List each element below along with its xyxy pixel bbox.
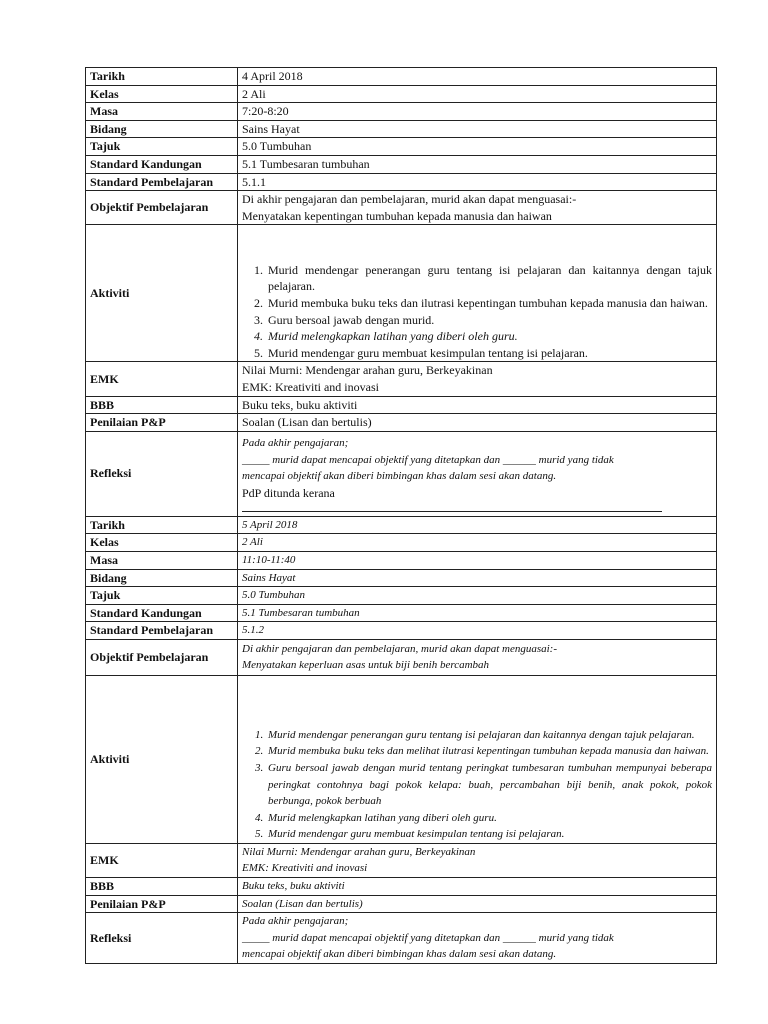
standard-pembelajaran-label: Standard Pembelajaran <box>86 173 238 191</box>
emk-value <box>238 362 717 396</box>
emk-label: EMK <box>86 362 238 396</box>
kelas-label: Kelas <box>86 85 238 103</box>
objektif-line: Menyatakan keperluan asas untuk biji benih bercambah <box>242 659 490 672</box>
table-row <box>86 551 717 569</box>
list-item: 1. Murid mendengar penerangan guru tentang isi pelajaran dan kaitannya dengan tajuk pelajaran. <box>266 727 712 744</box>
refleksi-line: Pada akhir pengajaran; <box>242 437 349 450</box>
aktiviti-value <box>238 675 717 843</box>
aktiviti-list <box>242 262 712 362</box>
objektif-value <box>238 191 717 225</box>
table-row <box>86 120 717 138</box>
table-row <box>86 103 717 121</box>
standard-kandungan-label: Standard Kandungan <box>86 604 238 622</box>
standard-pembelajaran-value: 5.1.2 <box>238 622 717 640</box>
objektif-label: Objektif Pembelajaran <box>86 639 238 675</box>
bidang-value: Sains Hayat <box>238 120 717 138</box>
standard-pembelajaran-label: Standard Pembelajaran <box>86 622 238 640</box>
refleksi-line: Pada akhir pengajaran; <box>242 915 349 928</box>
list-item: 3. Guru bersoal jawab dengan murid. <box>266 312 712 329</box>
bbb-value: Buku teks, buku aktiviti <box>238 878 717 896</box>
table-row <box>86 173 717 191</box>
table-row <box>86 191 717 225</box>
standard-kandungan-value: 5.1 Tumbesaran tumbuhan <box>238 604 717 622</box>
list-item: 4. Murid melengkapkan latihan yang diberi oleh guru. <box>266 810 712 827</box>
objektif-label: Objektif Pembelajaran <box>86 191 238 225</box>
aktiviti-value <box>238 225 717 362</box>
tarikh-value: 5 April 2018 <box>238 516 717 534</box>
blank-line <box>242 501 662 512</box>
emk-line: EMK: Kreativiti and inovasi <box>242 379 379 394</box>
bidang-label: Bidang <box>86 569 238 587</box>
table-row <box>86 587 717 605</box>
list-item: 5. Murid mendengar guru membuat kesimpulan tentang isi pelajaran. <box>266 345 712 362</box>
tarikh-label: Tarikh <box>86 516 238 534</box>
masa-label: Masa <box>86 103 238 121</box>
objektif-value <box>238 639 717 675</box>
refleksi-line: _____ murid dapat mencapai objektif yang ditetapkan dan ______ murid yang tidak <box>242 453 614 466</box>
refleksi-value <box>238 913 717 964</box>
refleksi-value <box>238 431 717 516</box>
table-row <box>86 639 717 675</box>
table-row <box>86 396 717 414</box>
table-row <box>86 604 717 622</box>
list-item: 4. Murid melengkapkan latihan yang diberi oleh guru. <box>266 328 712 345</box>
list-item: 3. Guru bersoal jawab dengan murid tentang peringkat tumbesaran tumbuhan mempunyai beberapa peringkat contohnya bagi pokok kelapa: buah, percambahan biji benih, anak pokok, pokok berbunga, pokok berbuah <box>266 760 712 810</box>
table-row <box>86 913 717 964</box>
bidang-label: Bidang <box>86 120 238 138</box>
tajuk-value: 5.0 Tumbuhan <box>238 138 717 156</box>
objektif-line: Di akhir pengajaran dan pembelajaran, murid akan dapat menguasai:- <box>242 642 557 655</box>
standard-kandungan-label: Standard Kandungan <box>86 155 238 173</box>
bidang-value: Sains Hayat <box>238 569 717 587</box>
table-row <box>86 68 717 86</box>
table-row <box>86 414 717 432</box>
tarikh-value: 4 April 2018 <box>238 68 717 86</box>
emk-value <box>238 843 717 877</box>
table-row <box>86 362 717 396</box>
refleksi-line: _____ murid dapat mencapai objektif yang ditetapkan dan ______ murid yang tidak <box>242 931 614 944</box>
table-row <box>86 516 717 534</box>
table-row <box>86 225 717 362</box>
tajuk-label: Tajuk <box>86 587 238 605</box>
table-row <box>86 878 717 896</box>
table-row <box>86 138 717 156</box>
table-row <box>86 675 717 843</box>
standard-pembelajaran-value: 5.1.1 <box>238 173 717 191</box>
masa-value: 7:20-8:20 <box>238 103 717 121</box>
kelas-value: 2 Ali <box>238 85 717 103</box>
penilaian-value: Soalan (Lisan dan bertulis) <box>238 895 717 913</box>
penilaian-label: Penilaian P&P <box>86 414 238 432</box>
lesson-plan-day-2 <box>86 516 717 963</box>
emk-line: EMK: Kreativiti and inovasi <box>242 862 368 875</box>
refleksi-label: Refleksi <box>86 431 238 516</box>
aktiviti-list <box>242 727 712 843</box>
table-row <box>86 843 717 877</box>
objektif-line: Di akhir pengajaran dan pembelajaran, murid akan dapat menguasai:- <box>242 192 577 207</box>
kelas-label: Kelas <box>86 534 238 552</box>
lesson-plan-day-1 <box>86 68 717 517</box>
tajuk-value: 5.0 Tumbuhan <box>238 587 717 605</box>
kelas-value: 2 Ali <box>238 534 717 552</box>
list-item: 2. Murid membuka buku teks dan ilutrasi kepentingan tumbuhan kepada manusia dan haiwan. <box>266 295 712 312</box>
table-row <box>86 569 717 587</box>
table-row <box>86 85 717 103</box>
masa-label: Masa <box>86 551 238 569</box>
standard-kandungan-value: 5.1 Tumbesaran tumbuhan <box>238 155 717 173</box>
masa-value: 11:10-11:40 <box>238 551 717 569</box>
aktiviti-label: Aktiviti <box>86 675 238 843</box>
bbb-label: BBB <box>86 878 238 896</box>
emk-line: Nilai Murni: Mendengar arahan guru, Berkeyakinan <box>242 363 493 378</box>
refleksi-label: Refleksi <box>86 913 238 964</box>
bbb-value: Buku teks, buku aktiviti <box>238 396 717 414</box>
list-item: 5. Murid mendengar guru membuat kesimpulan tentang isi pelajaran. <box>266 826 712 843</box>
list-item: 2. Murid membuka buku teks dan melihat ilutrasi kepentingan tumbuhan kepada manusia dan haiwan. <box>266 743 712 760</box>
emk-line: Nilai Murni: Mendengar arahan guru, Berkeyakinan <box>242 845 476 858</box>
aktiviti-label: Aktiviti <box>86 225 238 362</box>
list-item: 1. Murid mendengar penerangan guru tentang isi pelajaran dan kaitannya dengan tajuk pelajaran. <box>266 262 712 295</box>
tajuk-label: Tajuk <box>86 138 238 156</box>
refleksi-line: PdP ditunda kerana <box>242 485 335 500</box>
refleksi-line: mencapai objektif akan diberi bimbingan khas dalam sesi akan datang. <box>242 948 557 961</box>
table-row <box>86 534 717 552</box>
bbb-label: BBB <box>86 396 238 414</box>
lesson-plan-table <box>85 67 717 964</box>
table-row <box>86 431 717 516</box>
table-row <box>86 622 717 640</box>
table-row <box>86 155 717 173</box>
tarikh-label: Tarikh <box>86 68 238 86</box>
objektif-line: Menyatakan kepentingan tumbuhan kepada manusia dan haiwan <box>242 208 552 223</box>
refleksi-line: mencapai objektif akan diberi bimbingan khas dalam sesi akan datang. <box>242 470 557 483</box>
penilaian-value: Soalan (Lisan dan bertulis) <box>238 414 717 432</box>
emk-label: EMK <box>86 843 238 877</box>
penilaian-label: Penilaian P&P <box>86 895 238 913</box>
table-row <box>86 895 717 913</box>
